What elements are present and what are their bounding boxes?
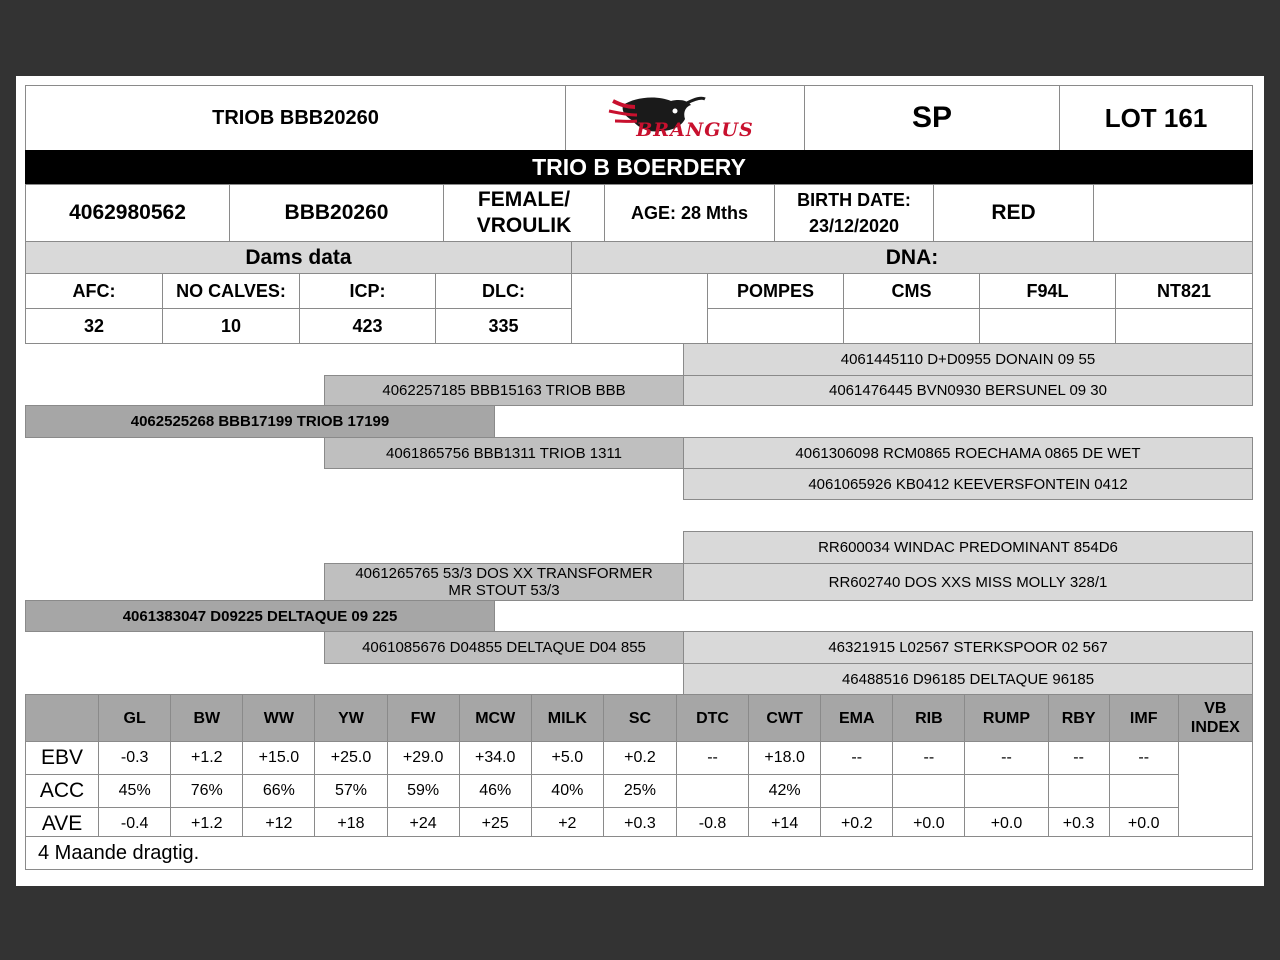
nt821-header	[1115, 273, 1253, 309]
code-cell	[804, 85, 1060, 151]
ebv-cell: +0.2	[603, 742, 676, 775]
afc-value-cell	[25, 308, 163, 344]
pedigree-dam-sire-sire	[683, 531, 1253, 564]
pedigree-text-line-1: 4061265765 53/3 DOS XX TRANSFORMER	[355, 565, 653, 582]
dna-blank-cell	[571, 273, 708, 344]
animal-id: 4062980562	[69, 201, 186, 224]
acc-cell: 59%	[387, 775, 459, 808]
no-calves-value-cell	[162, 308, 300, 344]
lot-number: LOT 161	[1104, 102, 1208, 133]
animal-tag: BBB20260	[284, 201, 389, 224]
animal-name: TRIOB BBB20260	[212, 106, 379, 129]
ebv-cell: +15.0	[243, 742, 315, 775]
pedigree-text-line-2: MR STOUT 53/3	[448, 582, 560, 599]
ebv-cell: +1.2	[171, 742, 243, 775]
ebv-header: GL	[99, 695, 171, 742]
acc-cell: 66%	[243, 775, 315, 808]
pedigree-sire-dam-sire	[683, 437, 1253, 469]
farm-name: TRIO B BOERDERY	[532, 154, 746, 180]
ebv-header: SC	[603, 695, 676, 742]
dams-data-title: Dams data	[245, 245, 352, 269]
colour-cell	[933, 184, 1094, 242]
ebv-row	[26, 742, 1253, 775]
acc-cell	[965, 775, 1048, 808]
acc-cell	[676, 775, 748, 808]
pedigree-sire-dam	[324, 437, 684, 469]
pedigree-sire-dam-dam	[683, 468, 1253, 500]
animal-tag-cell	[229, 184, 444, 242]
ave-cell: +18	[315, 808, 387, 841]
pedigree-dam-sire	[324, 563, 684, 601]
remarks-cell	[25, 836, 1253, 870]
pedigree-sire	[25, 405, 495, 438]
pedigree-dam-dam-sire	[683, 631, 1253, 664]
no-calves-label: NO CALVES:	[176, 281, 286, 301]
ebv-header: MCW	[459, 695, 531, 742]
pedigree-dam	[25, 600, 495, 632]
pedigree-text: 4061445110 D+D0955 DONAIN 09 55	[840, 351, 1096, 368]
ebv-table	[25, 694, 1253, 841]
ebv-cell: +34.0	[459, 742, 531, 775]
ave-cell: +0.0	[893, 808, 965, 841]
registration-code: SP	[911, 101, 953, 134]
ebv-header: RBY	[1048, 695, 1109, 742]
pedigree-text: 4061306098 RCM0865 ROECHAMA 0865 DE WET	[795, 444, 1141, 462]
animal-name-cell	[25, 85, 566, 151]
icp-value: 423	[352, 316, 383, 336]
acc-row	[26, 775, 1253, 808]
logo-text: BRANGUS	[636, 119, 754, 141]
farm-banner	[25, 150, 1253, 185]
dams-data-title-cell	[25, 241, 572, 274]
cms-header	[843, 273, 980, 309]
icp-label: ICP:	[349, 281, 386, 301]
ave-cell: +2	[531, 808, 603, 841]
acc-cell: 45%	[99, 775, 171, 808]
pedigree-text: 4061085676 D04855 DELTAQUE D04 855	[362, 639, 646, 656]
ave-cell: +14	[749, 808, 821, 841]
dna-title-cell	[571, 241, 1253, 274]
row-label: EBV	[26, 742, 99, 775]
ave-cell: +0.0	[1109, 808, 1178, 841]
pedigree-text: RR602740 DOS XXS MISS MOLLY 328/1	[828, 573, 1108, 591]
ebv-header: WW	[243, 695, 315, 742]
index-label: INDEX	[1190, 719, 1240, 736]
ebv-header: CWT	[749, 695, 821, 742]
acc-cell	[1048, 775, 1109, 808]
ave-cell: +0.3	[603, 808, 676, 841]
acc-cell: 42%	[749, 775, 821, 808]
pedigree-dam-dam	[324, 631, 684, 664]
ave-cell: +25	[459, 808, 531, 841]
sex-line-2: VROULIK	[476, 214, 572, 237]
ebv-header: DTC	[676, 695, 748, 742]
ebv-cell: -0.3	[99, 742, 171, 775]
lot-cell	[1059, 85, 1253, 151]
f94l-header	[979, 273, 1116, 309]
ebv-header: RIB	[893, 695, 965, 742]
extra-info-cell	[1093, 184, 1253, 242]
logo-text-holder	[620, 118, 770, 142]
ebv-header: IMF	[1109, 695, 1178, 742]
icp-value-cell	[299, 308, 436, 344]
ebv-cell: +5.0	[531, 742, 603, 775]
no-calves-header	[162, 273, 300, 309]
pedigree-text: 46488516 D96185 DELTAQUE 96185	[841, 670, 1095, 688]
ebv-header: YW	[315, 695, 387, 742]
pompes-value-cell	[707, 308, 844, 344]
pedigree-text: 4062525268 BBB17199 TRIOB 17199	[130, 413, 390, 430]
dlc-value: 335	[488, 316, 519, 336]
pedigree-sire-sire-sire	[683, 343, 1253, 376]
ave-cell: +12	[243, 808, 315, 841]
acc-cell: 46%	[459, 775, 531, 808]
ebv-header: FW	[387, 695, 459, 742]
ave-cell: +1.2	[171, 808, 243, 841]
ebv-cell: +18.0	[749, 742, 821, 775]
ave-cell: +0.3	[1048, 808, 1109, 841]
ebv-header: EMA	[821, 695, 893, 742]
vb-label: VB	[1204, 700, 1227, 717]
ebv-cell: --	[676, 742, 748, 775]
dna-title: DNA:	[885, 245, 939, 269]
no-calves-value: 10	[220, 316, 242, 336]
pedigree-dam-dam-dam	[683, 663, 1253, 695]
acc-cell: 25%	[603, 775, 676, 808]
ebv-header-row	[26, 695, 1253, 742]
pedigree-text: 46321915 L02567 STERKSPOOR 02 567	[828, 639, 1108, 656]
cms-label: CMS	[891, 281, 932, 301]
acc-cell: 57%	[315, 775, 387, 808]
row-label: ACC	[26, 775, 99, 808]
pedigree-text: 4062257185 BBB15163 TRIOB BBB	[382, 382, 626, 399]
ebv-header: RUMP	[965, 695, 1048, 742]
ave-cell: -0.8	[676, 808, 748, 841]
acc-cell	[821, 775, 893, 808]
icp-header	[299, 273, 436, 309]
afc-header	[25, 273, 163, 309]
sex-line-1: FEMALE/	[477, 188, 571, 211]
birth-date-cell	[774, 184, 934, 242]
afc-value: 32	[83, 316, 105, 336]
pompes-label: POMPES	[736, 281, 815, 301]
row-label: AVE	[26, 808, 99, 841]
ebv-cell: +25.0	[315, 742, 387, 775]
pedigree-text: RR600034 WINDAC PREDOMINANT 854D6	[818, 539, 1118, 556]
f94l-value-cell	[979, 308, 1116, 344]
ave-cell: +24	[387, 808, 459, 841]
ebv-cell: --	[821, 742, 893, 775]
dlc-header	[435, 273, 572, 309]
ave-cell: +0.0	[965, 808, 1048, 841]
acc-cell	[1109, 775, 1178, 808]
age: AGE: 28 Mths	[630, 203, 749, 223]
pedigree-dam-sire-dam	[683, 563, 1253, 601]
acc-cell: 76%	[171, 775, 243, 808]
cms-value-cell	[843, 308, 980, 344]
age-cell	[604, 184, 775, 242]
animal-id-cell	[25, 184, 230, 242]
sex-cell	[443, 184, 605, 242]
ebv-header: MILK	[531, 695, 603, 742]
afc-label: AFC:	[72, 281, 116, 301]
ebv-corner-cell	[26, 695, 99, 742]
ebv-cell: +29.0	[387, 742, 459, 775]
ebv-cell: --	[965, 742, 1048, 775]
ebv-cell: --	[893, 742, 965, 775]
ebv-cell: --	[1048, 742, 1109, 775]
ebv-cell: --	[1109, 742, 1178, 775]
ebv-header: BW	[171, 695, 243, 742]
pedigree-sire-sire	[324, 375, 684, 406]
pedigree-text: 4061383047 D09225 DELTAQUE 09 225	[122, 607, 398, 625]
acc-cell	[893, 775, 965, 808]
ave-cell: +0.2	[821, 808, 893, 841]
colour: RED	[991, 201, 1036, 224]
dlc-value-cell	[435, 308, 572, 344]
pedigree-text: 4061476445 BVN0930 BERSUNEL 09 30	[829, 382, 1107, 399]
f94l-label: F94L	[1026, 281, 1069, 301]
acc-cell: 40%	[531, 775, 603, 808]
pedigree-text: 4061865756 BBB1311 TRIOB 1311	[385, 444, 622, 462]
pedigree-text: 4061065926 KB0412 KEEVERSFONTEIN 0412	[808, 475, 1128, 493]
remarks-text: 4 Maande dragtig.	[38, 841, 200, 864]
birth-date: 23/12/2020	[808, 216, 900, 236]
ave-cell: -0.4	[99, 808, 171, 841]
pedigree-sire-sire-dam	[683, 375, 1253, 406]
vb-index-value	[1178, 742, 1252, 841]
pompes-header	[707, 273, 844, 309]
vb-index-header	[1178, 695, 1252, 742]
dlc-label: DLC:	[482, 281, 525, 301]
nt821-value-cell	[1115, 308, 1253, 344]
nt821-label: NT821	[1156, 281, 1212, 301]
birth-date-label: BIRTH DATE:	[797, 190, 911, 210]
